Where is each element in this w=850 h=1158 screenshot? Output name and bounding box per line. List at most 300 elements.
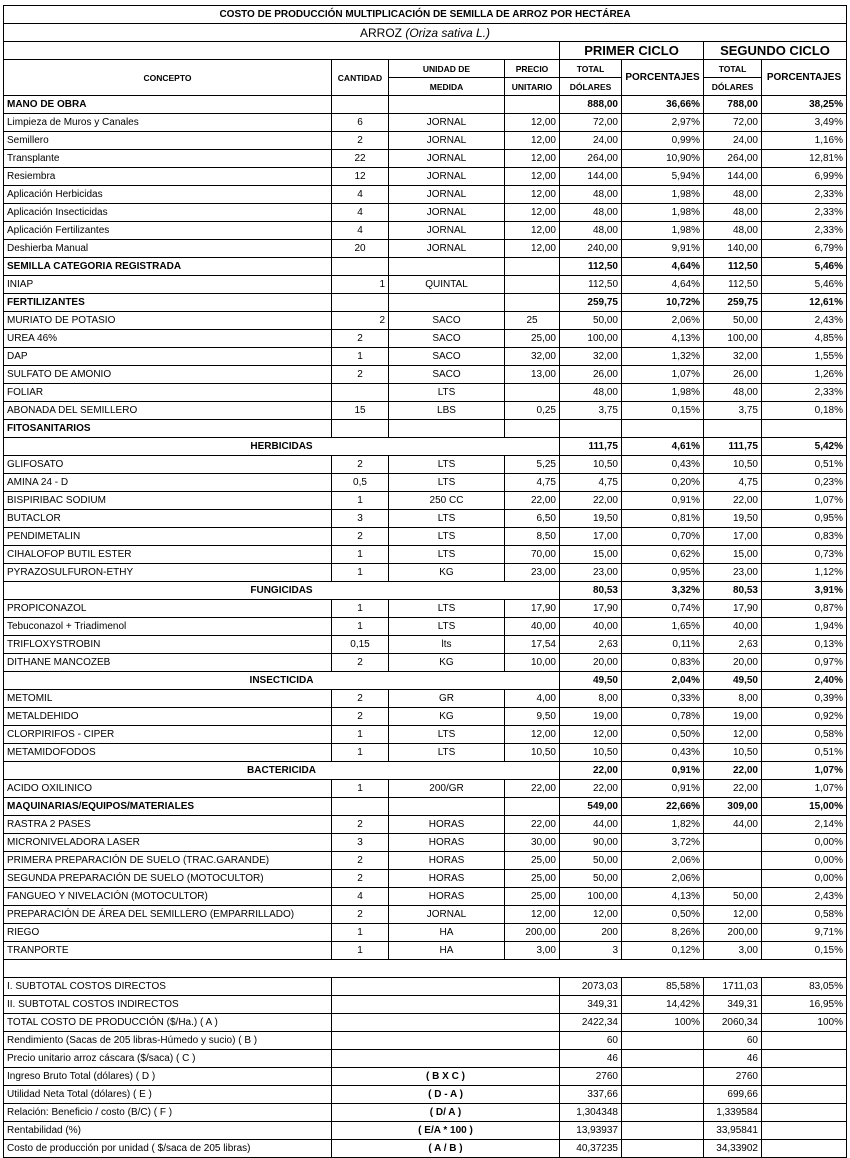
table-row bbox=[4, 402, 847, 420]
crop-name: ARROZ bbox=[359, 25, 402, 40]
summary-formula: ( A / B ) bbox=[332, 1140, 560, 1158]
percent-first-cycle bbox=[622, 420, 704, 438]
precio-cell: 12,00 bbox=[505, 726, 560, 744]
percent-second-cycle: 0,51% bbox=[762, 744, 847, 762]
precio-cell: 17,54 bbox=[505, 636, 560, 654]
subsection-row bbox=[4, 438, 847, 456]
percent-second-cycle: 4,85% bbox=[762, 330, 847, 348]
concepto-cell: AMINA 24 - D bbox=[4, 474, 332, 492]
precio-cell: 22,00 bbox=[505, 492, 560, 510]
cantidad-cell: 3 bbox=[332, 510, 389, 528]
concepto-cell: ABONADA DEL SEMILLERO bbox=[4, 402, 332, 420]
value-second-cycle: 1711,03 bbox=[704, 978, 762, 996]
percent-second-cycle: 15,00% bbox=[762, 798, 847, 816]
percent-first-cycle: 0,50% bbox=[622, 726, 704, 744]
precio-cell: 22,00 bbox=[505, 816, 560, 834]
precio-cell: 25,00 bbox=[505, 870, 560, 888]
unidad-cell: HORAS bbox=[389, 888, 505, 906]
scientific-name: (Oriza sativa L.) bbox=[405, 25, 491, 40]
value-first-cycle: 2422,34 bbox=[560, 1014, 622, 1032]
section-row bbox=[4, 258, 847, 276]
summary-row bbox=[4, 1122, 847, 1140]
total-second-cycle: 3,00 bbox=[704, 942, 762, 960]
percent-second-cycle: 0,51% bbox=[762, 456, 847, 474]
precio-cell bbox=[505, 258, 560, 276]
total-second-cycle: 111,75 bbox=[704, 438, 762, 456]
percent-first-cycle: 1,07% bbox=[622, 366, 704, 384]
summary-formula bbox=[332, 978, 560, 996]
percent-first-cycle: 1,98% bbox=[622, 186, 704, 204]
percent-first-cycle bbox=[622, 1032, 704, 1050]
cantidad-cell bbox=[332, 96, 389, 114]
percent-first-cycle: 0,43% bbox=[622, 744, 704, 762]
unidad-cell: LBS bbox=[389, 402, 505, 420]
precio-cell: 13,00 bbox=[505, 366, 560, 384]
table-row bbox=[4, 726, 847, 744]
percent-second-cycle: 0,83% bbox=[762, 528, 847, 546]
percent-second-cycle: 1,12% bbox=[762, 564, 847, 582]
value-first-cycle: 2760 bbox=[560, 1068, 622, 1086]
col-precio-line1: PRECIO bbox=[505, 60, 560, 78]
col-total1-line2: DÓLARES bbox=[560, 78, 622, 96]
concepto-cell: BUTACLOR bbox=[4, 510, 332, 528]
table-row bbox=[4, 186, 847, 204]
percent-first-cycle: 10,72% bbox=[622, 294, 704, 312]
percent-second-cycle: 5,46% bbox=[762, 258, 847, 276]
concepto-cell: FANGUEO Y NIVELACIÓN (MOTOCULTOR) bbox=[4, 888, 332, 906]
value-second-cycle: 1,339584 bbox=[704, 1104, 762, 1122]
total-second-cycle: 22,00 bbox=[704, 492, 762, 510]
summary-row bbox=[4, 1014, 847, 1032]
concepto-cell: GLIFOSATO bbox=[4, 456, 332, 474]
value-first-cycle: 13,93937 bbox=[560, 1122, 622, 1140]
precio-cell: 0,25 bbox=[505, 402, 560, 420]
unidad-cell: HORAS bbox=[389, 852, 505, 870]
total-first-cycle: 22,00 bbox=[560, 780, 622, 798]
percent-first-cycle: 2,06% bbox=[622, 870, 704, 888]
percent-second-cycle bbox=[762, 1086, 847, 1104]
percent-first-cycle bbox=[622, 1122, 704, 1140]
total-first-cycle: 40,00 bbox=[560, 618, 622, 636]
cantidad-cell: 1 bbox=[332, 618, 389, 636]
percent-second-cycle bbox=[762, 1140, 847, 1158]
total-second-cycle: 23,00 bbox=[704, 564, 762, 582]
unidad-cell: LTS bbox=[389, 510, 505, 528]
total-second-cycle: 8,00 bbox=[704, 690, 762, 708]
table-row bbox=[4, 834, 847, 852]
percent-first-cycle: 2,06% bbox=[622, 312, 704, 330]
precio-cell: 25,00 bbox=[505, 888, 560, 906]
table-row bbox=[4, 114, 847, 132]
total-second-cycle: 140,00 bbox=[704, 240, 762, 258]
unidad-cell: JORNAL bbox=[389, 222, 505, 240]
cantidad-cell: 6 bbox=[332, 114, 389, 132]
cantidad-cell: 1 bbox=[332, 564, 389, 582]
cantidad-cell: 1 bbox=[332, 600, 389, 618]
percent-first-cycle: 1,98% bbox=[622, 384, 704, 402]
precio-cell: 70,00 bbox=[505, 546, 560, 564]
total-second-cycle: 72,00 bbox=[704, 114, 762, 132]
cantidad-cell: 1 bbox=[332, 942, 389, 960]
value-second-cycle: 33,95841 bbox=[704, 1122, 762, 1140]
unidad-cell: JORNAL bbox=[389, 906, 505, 924]
percent-second-cycle: 0,15% bbox=[762, 942, 847, 960]
total-first-cycle: 22,00 bbox=[560, 492, 622, 510]
concepto-cell: Semillero bbox=[4, 132, 332, 150]
table-row bbox=[4, 348, 847, 366]
table-row bbox=[4, 204, 847, 222]
total-first-cycle: 100,00 bbox=[560, 888, 622, 906]
percent-second-cycle: 2,33% bbox=[762, 384, 847, 402]
table-row bbox=[4, 330, 847, 348]
total-second-cycle: 20,00 bbox=[704, 654, 762, 672]
percent-first-cycle: 0,95% bbox=[622, 564, 704, 582]
percent-first-cycle: 0,50% bbox=[622, 906, 704, 924]
percent-second-cycle bbox=[762, 1032, 847, 1050]
concepto-cell: DAP bbox=[4, 348, 332, 366]
total-first-cycle: 111,75 bbox=[560, 438, 622, 456]
cantidad-cell: 22 bbox=[332, 150, 389, 168]
percent-second-cycle: 0,13% bbox=[762, 636, 847, 654]
percent-second-cycle: 0,92% bbox=[762, 708, 847, 726]
spacer-row bbox=[4, 960, 847, 978]
percent-first-cycle: 1,65% bbox=[622, 618, 704, 636]
percent-second-cycle: 5,46% bbox=[762, 276, 847, 294]
concepto-cell: BISPIRIBAC SODIUM bbox=[4, 492, 332, 510]
percent-first-cycle: 3,32% bbox=[622, 582, 704, 600]
concepto-cell: Tebuconazol + Triadimenol bbox=[4, 618, 332, 636]
table-row bbox=[4, 564, 847, 582]
summary-row bbox=[4, 978, 847, 996]
precio-cell: 9,50 bbox=[505, 708, 560, 726]
percent-first-cycle: 0,15% bbox=[622, 402, 704, 420]
blank-cell bbox=[4, 960, 847, 978]
precio-cell bbox=[505, 420, 560, 438]
total-second-cycle: 259,75 bbox=[704, 294, 762, 312]
percent-first-cycle: 1,32% bbox=[622, 348, 704, 366]
table-row bbox=[4, 456, 847, 474]
summary-formula bbox=[332, 996, 560, 1014]
total-second-cycle: 48,00 bbox=[704, 384, 762, 402]
precio-cell: 6,50 bbox=[505, 510, 560, 528]
total-second-cycle: 112,50 bbox=[704, 258, 762, 276]
percent-first-cycle: 0,62% bbox=[622, 546, 704, 564]
cantidad-cell: 4 bbox=[332, 222, 389, 240]
cantidad-cell: 2 bbox=[332, 366, 389, 384]
concepto-cell: TRIFLOXYSTROBIN bbox=[4, 636, 332, 654]
cantidad-cell: 4 bbox=[332, 186, 389, 204]
summary-row bbox=[4, 1032, 847, 1050]
percent-second-cycle: 6,99% bbox=[762, 168, 847, 186]
value-second-cycle: 34,33902 bbox=[704, 1140, 762, 1158]
summary-row bbox=[4, 1104, 847, 1122]
total-second-cycle: 4,75 bbox=[704, 474, 762, 492]
percent-second-cycle: 1,26% bbox=[762, 366, 847, 384]
total-first-cycle: 32,00 bbox=[560, 348, 622, 366]
value-first-cycle: 349,31 bbox=[560, 996, 622, 1014]
precio-cell: 25,00 bbox=[505, 330, 560, 348]
concepto-cell: PRIMERA PREPARACIÓN DE SUELO (TRAC.GARANDE) bbox=[4, 852, 332, 870]
percent-first-cycle: 100% bbox=[622, 1014, 704, 1032]
total-first-cycle: 22,00 bbox=[560, 762, 622, 780]
summary-row bbox=[4, 1068, 847, 1086]
total-first-cycle: 112,50 bbox=[560, 258, 622, 276]
total-first-cycle: 48,00 bbox=[560, 222, 622, 240]
unidad-cell: LTS bbox=[389, 744, 505, 762]
table-row bbox=[4, 654, 847, 672]
percent-second-cycle: 0,58% bbox=[762, 906, 847, 924]
section-row bbox=[4, 798, 847, 816]
percent-first-cycle: 3,72% bbox=[622, 834, 704, 852]
col-unidad-line2: MEDIDA bbox=[389, 78, 505, 96]
cantidad-cell: 2 bbox=[332, 312, 389, 330]
total-second-cycle: 50,00 bbox=[704, 312, 762, 330]
precio-cell: 10,00 bbox=[505, 654, 560, 672]
summary-formula: ( B X C ) bbox=[332, 1068, 560, 1086]
table-row bbox=[4, 276, 847, 294]
cantidad-cell: 2 bbox=[332, 654, 389, 672]
cantidad-cell: 2 bbox=[332, 816, 389, 834]
concepto-cell: CIHALOFOP BUTIL ESTER bbox=[4, 546, 332, 564]
total-second-cycle: 15,00 bbox=[704, 546, 762, 564]
cantidad-cell: 1 bbox=[332, 546, 389, 564]
total-first-cycle: 20,00 bbox=[560, 654, 622, 672]
concepto-cell: ACIDO OXILINICO bbox=[4, 780, 332, 798]
subsection-row bbox=[4, 762, 847, 780]
table-row bbox=[4, 240, 847, 258]
concepto-cell: METALDEHIDO bbox=[4, 708, 332, 726]
summary-formula: ( E/A * 100 ) bbox=[332, 1122, 560, 1140]
total-first-cycle: 10,50 bbox=[560, 744, 622, 762]
percent-first-cycle: 4,64% bbox=[622, 276, 704, 294]
precio-cell: 25,00 bbox=[505, 852, 560, 870]
concepto-cell: Aplicación Fertilizantes bbox=[4, 222, 332, 240]
total-second-cycle: 49,50 bbox=[704, 672, 762, 690]
concepto-cell: TRANPORTE bbox=[4, 942, 332, 960]
total-first-cycle: 50,00 bbox=[560, 870, 622, 888]
precio-cell bbox=[505, 798, 560, 816]
total-first-cycle: 48,00 bbox=[560, 384, 622, 402]
total-first-cycle: 12,00 bbox=[560, 906, 622, 924]
percent-first-cycle: 22,66% bbox=[622, 798, 704, 816]
total-second-cycle: 44,00 bbox=[704, 816, 762, 834]
summary-row bbox=[4, 1140, 847, 1158]
precio-cell bbox=[505, 276, 560, 294]
total-second-cycle: 22,00 bbox=[704, 762, 762, 780]
unidad-cell: SACO bbox=[389, 348, 505, 366]
cost-table bbox=[3, 5, 847, 1158]
unidad-cell: JORNAL bbox=[389, 132, 505, 150]
percent-first-cycle: 0,91% bbox=[622, 492, 704, 510]
cantidad-cell: 2 bbox=[332, 906, 389, 924]
unidad-cell: SACO bbox=[389, 330, 505, 348]
concepto-cell: Deshierba Manual bbox=[4, 240, 332, 258]
total-second-cycle: 2,63 bbox=[704, 636, 762, 654]
total-first-cycle: 19,00 bbox=[560, 708, 622, 726]
summary-label: Costo de producción por unidad ( $/saca de 205 libras) bbox=[4, 1140, 332, 1158]
total-first-cycle: 2,63 bbox=[560, 636, 622, 654]
percent-second-cycle bbox=[762, 1050, 847, 1068]
unidad-cell: HORAS bbox=[389, 870, 505, 888]
precio-cell bbox=[505, 384, 560, 402]
unidad-cell: JORNAL bbox=[389, 186, 505, 204]
precio-cell: 25 bbox=[505, 312, 560, 330]
percent-first-cycle: 0,91% bbox=[622, 780, 704, 798]
summary-label: II. SUBTOTAL COSTOS INDIRECTOS bbox=[4, 996, 332, 1014]
total-first-cycle: 200 bbox=[560, 924, 622, 942]
table-row bbox=[4, 744, 847, 762]
precio-cell: 3,00 bbox=[505, 942, 560, 960]
total-first-cycle: 72,00 bbox=[560, 114, 622, 132]
percent-second-cycle: 0,95% bbox=[762, 510, 847, 528]
table-row bbox=[4, 132, 847, 150]
percent-first-cycle: 5,94% bbox=[622, 168, 704, 186]
percent-second-cycle: 83,05% bbox=[762, 978, 847, 996]
cantidad-cell: 1 bbox=[332, 276, 389, 294]
subsection-label: INSECTICIDA bbox=[4, 672, 560, 690]
percent-first-cycle: 0,12% bbox=[622, 942, 704, 960]
table-row bbox=[4, 150, 847, 168]
col-total2-line1: TOTAL bbox=[704, 60, 762, 78]
percent-second-cycle: 0,73% bbox=[762, 546, 847, 564]
concepto-cell: MICRONIVELADORA LASER bbox=[4, 834, 332, 852]
total-second-cycle bbox=[704, 852, 762, 870]
percent-first-cycle: 0,43% bbox=[622, 456, 704, 474]
table-row bbox=[4, 942, 847, 960]
cycle-spacer bbox=[4, 42, 560, 60]
concepto-cell: SEGUNDA PREPARACIÓN DE SUELO (MOTOCULTOR) bbox=[4, 870, 332, 888]
total-first-cycle: 15,00 bbox=[560, 546, 622, 564]
summary-row bbox=[4, 996, 847, 1014]
total-first-cycle: 112,50 bbox=[560, 276, 622, 294]
total-first-cycle: 48,00 bbox=[560, 204, 622, 222]
subsection-row bbox=[4, 582, 847, 600]
total-second-cycle: 17,90 bbox=[704, 600, 762, 618]
percent-first-cycle: 0,11% bbox=[622, 636, 704, 654]
value-second-cycle: 2760 bbox=[704, 1068, 762, 1086]
percent-second-cycle: 0,00% bbox=[762, 870, 847, 888]
crop-subtitle bbox=[4, 24, 847, 42]
value-second-cycle: 2060,34 bbox=[704, 1014, 762, 1032]
summary-row bbox=[4, 1086, 847, 1104]
percent-second-cycle: 2,43% bbox=[762, 888, 847, 906]
concepto-cell: RASTRA 2 PASES bbox=[4, 816, 332, 834]
concepto-cell: CLORPIRIFOS - CIPER bbox=[4, 726, 332, 744]
total-second-cycle: 200,00 bbox=[704, 924, 762, 942]
total-first-cycle: 264,00 bbox=[560, 150, 622, 168]
table-row bbox=[4, 888, 847, 906]
percent-first-cycle: 0,81% bbox=[622, 510, 704, 528]
percent-first-cycle: 4,64% bbox=[622, 258, 704, 276]
unidad-cell bbox=[389, 96, 505, 114]
cantidad-cell: 1 bbox=[332, 492, 389, 510]
total-first-cycle: 144,00 bbox=[560, 168, 622, 186]
percent-second-cycle: 0,18% bbox=[762, 402, 847, 420]
total-first-cycle: 12,00 bbox=[560, 726, 622, 744]
precio-cell: 12,00 bbox=[505, 906, 560, 924]
percent-first-cycle: 0,83% bbox=[622, 654, 704, 672]
col-cantidad: CANTIDAD bbox=[332, 60, 389, 96]
percent-first-cycle: 2,97% bbox=[622, 114, 704, 132]
precio-cell: 12,00 bbox=[505, 204, 560, 222]
total-first-cycle: 259,75 bbox=[560, 294, 622, 312]
percent-second-cycle bbox=[762, 1068, 847, 1086]
table-row bbox=[4, 546, 847, 564]
concepto-cell: METAMIDOFODOS bbox=[4, 744, 332, 762]
cantidad-cell: 1 bbox=[332, 744, 389, 762]
total-first-cycle: 23,00 bbox=[560, 564, 622, 582]
summary-label: Rentabilidad (%) bbox=[4, 1122, 332, 1140]
total-second-cycle: 32,00 bbox=[704, 348, 762, 366]
subsection-row bbox=[4, 672, 847, 690]
concepto-cell: INIAP bbox=[4, 276, 332, 294]
cantidad-cell bbox=[332, 384, 389, 402]
percent-second-cycle: 1,55% bbox=[762, 348, 847, 366]
precio-cell: 200,00 bbox=[505, 924, 560, 942]
percent-second-cycle: 1,16% bbox=[762, 132, 847, 150]
total-second-cycle: 40,00 bbox=[704, 618, 762, 636]
unidad-cell: HORAS bbox=[389, 816, 505, 834]
table-row bbox=[4, 510, 847, 528]
precio-cell: 12,00 bbox=[505, 186, 560, 204]
col-total2-line2: DÓLARES bbox=[704, 78, 762, 96]
summary-formula bbox=[332, 1050, 560, 1068]
percent-first-cycle: 36,66% bbox=[622, 96, 704, 114]
cantidad-cell: 2 bbox=[332, 870, 389, 888]
total-second-cycle: 80,53 bbox=[704, 582, 762, 600]
unidad-cell: LTS bbox=[389, 618, 505, 636]
value-first-cycle: 46 bbox=[560, 1050, 622, 1068]
percent-second-cycle: 2,33% bbox=[762, 222, 847, 240]
percent-first-cycle bbox=[622, 1086, 704, 1104]
section-row bbox=[4, 294, 847, 312]
cantidad-cell bbox=[332, 258, 389, 276]
summary-label: Ingreso Bruto Total (dólares) ( D ) bbox=[4, 1068, 332, 1086]
cantidad-cell: 20 bbox=[332, 240, 389, 258]
total-first-cycle: 100,00 bbox=[560, 330, 622, 348]
unidad-cell: JORNAL bbox=[389, 150, 505, 168]
percent-second-cycle bbox=[762, 420, 847, 438]
table-row bbox=[4, 870, 847, 888]
table-row bbox=[4, 168, 847, 186]
col-total1-line1: TOTAL bbox=[560, 60, 622, 78]
precio-cell: 23,00 bbox=[505, 564, 560, 582]
total-first-cycle: 44,00 bbox=[560, 816, 622, 834]
cantidad-cell: 2 bbox=[332, 690, 389, 708]
concepto-cell: PENDIMETALIN bbox=[4, 528, 332, 546]
total-second-cycle: 50,00 bbox=[704, 888, 762, 906]
percent-second-cycle: 0,00% bbox=[762, 852, 847, 870]
table-row bbox=[4, 690, 847, 708]
unidad-cell bbox=[389, 258, 505, 276]
cantidad-cell: 4 bbox=[332, 888, 389, 906]
percent-second-cycle: 1,07% bbox=[762, 762, 847, 780]
table-row bbox=[4, 708, 847, 726]
total-first-cycle: 888,00 bbox=[560, 96, 622, 114]
percent-second-cycle: 12,61% bbox=[762, 294, 847, 312]
concepto-cell: FOLIAR bbox=[4, 384, 332, 402]
col-precio-line2: UNITARIO bbox=[505, 78, 560, 96]
total-second-cycle: 22,00 bbox=[704, 780, 762, 798]
total-first-cycle: 549,00 bbox=[560, 798, 622, 816]
unidad-cell bbox=[389, 798, 505, 816]
percent-second-cycle: 0,97% bbox=[762, 654, 847, 672]
value-second-cycle: 349,31 bbox=[704, 996, 762, 1014]
percent-first-cycle: 2,04% bbox=[622, 672, 704, 690]
total-first-cycle: 17,00 bbox=[560, 528, 622, 546]
subsection-label: BACTERICIDA bbox=[4, 762, 560, 780]
cantidad-cell: 15 bbox=[332, 402, 389, 420]
